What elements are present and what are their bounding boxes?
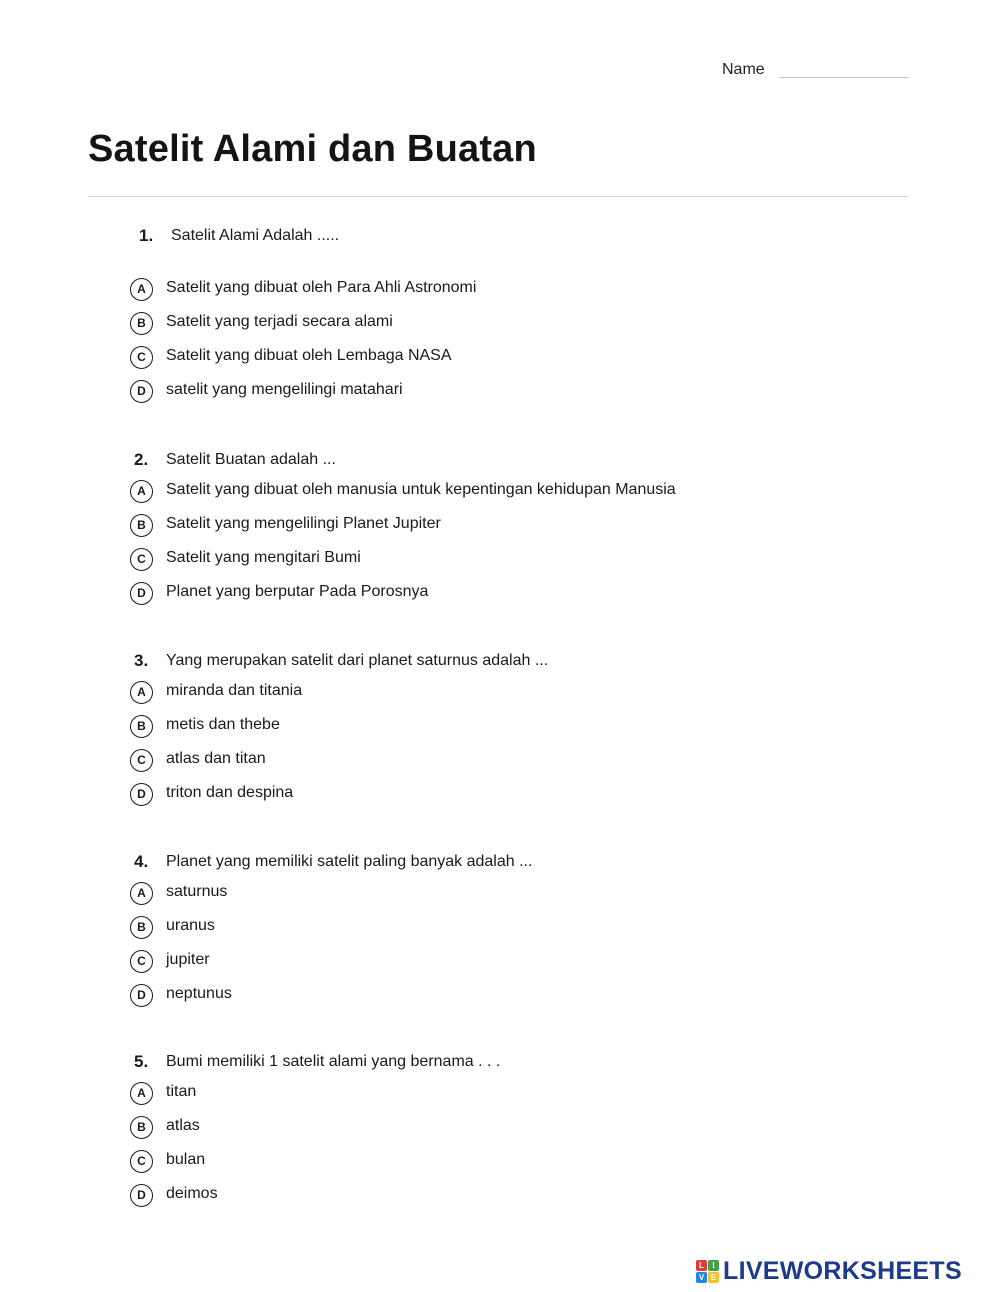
question-text: Bumi memiliki 1 satelit alami yang bernama . . . [166,1053,501,1070]
option-letter-badge: C [130,548,153,571]
name-label: Name [722,61,765,78]
option-text: Satelit yang mengelilingi Planet Jupiter [166,515,441,532]
option-text: Satelit yang terjadi secara alami [166,313,393,330]
logo-text: LIVEWORKSHEETS [723,1256,962,1285]
option-text: uranus [166,917,215,934]
answer-option[interactable] [130,346,930,380]
option-letter-badge: C [130,1150,153,1173]
option-text: satelit yang mengelilingi matahari [166,381,403,398]
question-text: Satelit Buatan adalah ... [166,451,336,468]
option-text: neptunus [166,985,232,1002]
question-number: 2. [134,450,149,469]
liveworksheets-logo [696,1256,962,1286]
worksheet-title: Satelit Alami dan Buatan [88,128,537,170]
option-text: Satelit yang dibuat oleh Lembaga NASA [166,347,452,364]
option-text: titan [166,1083,197,1100]
question-number: 5. [134,1052,149,1071]
answer-option[interactable] [130,1184,930,1218]
answer-option[interactable] [130,1150,930,1184]
option-text: triton dan despina [166,784,294,801]
question-number: 3. [134,651,149,670]
option-text: bulan [166,1151,206,1168]
question-block [130,1052,930,1218]
option-letter-badge: B [130,1116,153,1139]
title-divider [88,196,909,197]
option-text: Satelit yang dibuat oleh manusia untuk kepentingan kehidupan Manusia [166,481,676,498]
answer-option[interactable] [130,548,930,582]
option-letter-badge: D [130,380,153,403]
option-letter-badge: C [130,346,153,369]
option-text: Planet yang berputar Pada Porosnya [166,583,429,600]
option-letter-badge: D [130,984,153,1007]
question-row [130,852,930,882]
answer-option[interactable] [130,950,930,984]
option-text: Satelit yang dibuat oleh Para Ahli Astronomi [166,279,477,296]
option-text: atlas dan titan [166,750,266,767]
answer-option[interactable] [130,1116,930,1150]
answer-option[interactable] [130,984,930,1018]
option-letter-badge: A [130,882,153,905]
option-text: miranda dan titania [166,682,303,699]
answer-option[interactable] [130,312,930,346]
answer-option[interactable] [130,380,930,414]
question-block [130,852,930,1018]
option-letter-badge: D [130,783,153,806]
option-letter-badge: B [130,916,153,939]
answer-option[interactable] [130,1082,930,1116]
option-letter-badge: A [130,278,153,301]
option-text: metis dan thebe [166,716,280,733]
question-row [130,226,930,278]
option-letter-badge: B [130,715,153,738]
option-letter-badge: B [130,514,153,537]
question-block [130,226,930,414]
option-letter-badge: C [130,749,153,772]
question-row [130,450,930,480]
answer-option[interactable] [130,480,930,514]
question-number: 4. [134,852,149,871]
logo-tile: L [696,1260,707,1271]
answer-option[interactable] [130,783,930,817]
option-letter-badge: D [130,582,153,605]
answer-option[interactable] [130,514,930,548]
answer-option[interactable] [130,681,930,715]
answer-option[interactable] [130,278,930,312]
question-row [130,1052,930,1082]
option-letter-badge: B [130,312,153,335]
question-number: 1. [139,226,154,245]
option-letter-badge: C [130,950,153,973]
logo-tile: V [696,1272,707,1283]
answer-option[interactable] [130,715,930,749]
question-text: Yang merupakan satelit dari planet saturnus adalah ... [166,652,549,669]
answer-option[interactable] [130,582,930,616]
logo-tile: I [708,1260,719,1271]
option-text: jupiter [166,951,210,968]
question-block [130,651,930,817]
option-letter-badge: A [130,480,153,503]
name-field[interactable] [779,77,909,78]
option-text: Satelit yang mengitari Bumi [166,549,361,566]
question-text: Satelit Alami Adalah ..... [171,227,340,244]
answer-option[interactable] [130,749,930,783]
option-text: atlas [166,1117,200,1134]
logo-tile: E [708,1272,719,1283]
question-block [130,450,930,616]
option-text: saturnus [166,883,228,900]
answer-option[interactable] [130,882,930,916]
option-letter-badge: A [130,681,153,704]
answer-option[interactable] [130,916,930,950]
option-text: deimos [166,1185,218,1202]
question-text: Planet yang memiliki satelit paling banyak adalah ... [166,853,533,870]
option-letter-badge: A [130,1082,153,1105]
option-letter-badge: D [130,1184,153,1207]
question-row [130,651,930,681]
liveworksheets-logo-icon [696,1260,719,1283]
